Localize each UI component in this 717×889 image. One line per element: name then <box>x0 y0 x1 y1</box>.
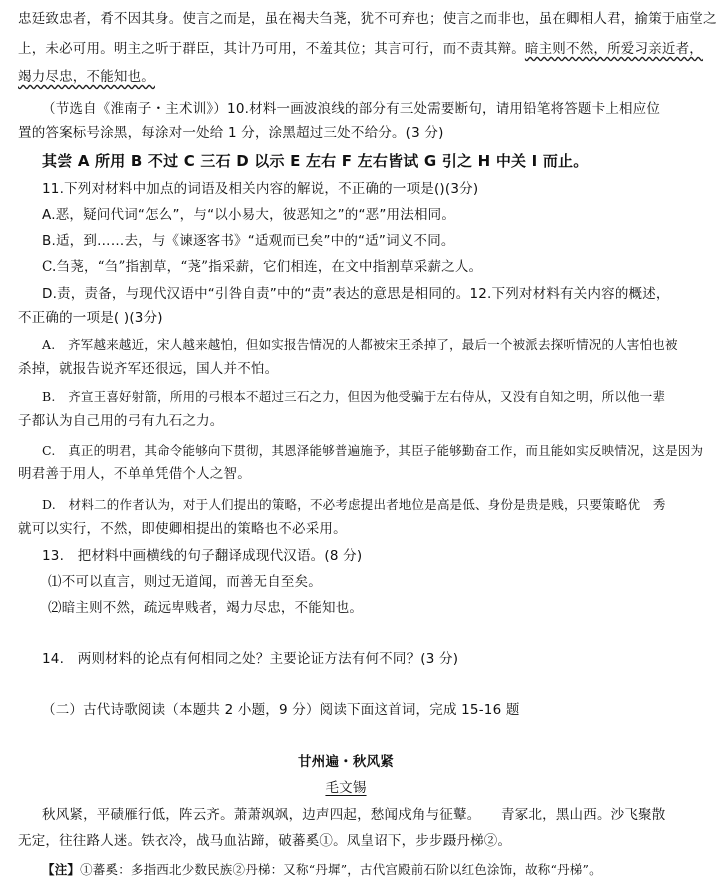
q12-option-d-line-2: 就可以实行，不然，即使卿相提出的策略也不必采用。 <box>18 521 347 537</box>
poem-author <box>0 777 692 799</box>
wavy-underlined-text-end: 竭力尽忠，不能知也。 <box>18 69 155 85</box>
q12-option-b-line-1: B. 齐宣王喜好射箭，所用的弓根本不超过三石之力，但因为他受骗于左右侍从，又没有自知之明，所以他一辈 <box>42 389 666 404</box>
passage-line-3 <box>18 66 678 88</box>
q12-option-d-line-1: D. 材料二的作者认为，对于人们提出的策略，不必考虑提出者地位是高是低、身份是贵是贱，只要策略优 秀 <box>42 497 666 512</box>
poem-line-1: 秋风紧，平碛雁行低，阵云齐。萧萧飒飒，边声四起，愁闻戍角与征鼙。 青冢北，黑山西。沙飞聚散 <box>42 807 666 823</box>
q11-option-d-line-1: D.责，责备，与现代汉语中“引咎自责”中的“责”表达的意思是相同的。12.下列对材料有关内容的概述， <box>42 286 670 302</box>
q11-option-c: C.刍荛，“刍”指割草，“荛”指采薪，它们相连，在文中指割草采薪之人。 <box>42 259 483 275</box>
note-label: 【注】 <box>42 862 81 877</box>
poem-title: 甘州遍・秋风紧 <box>298 754 394 770</box>
poem-note <box>42 859 678 881</box>
q12-option-c-line-1: C. 真正的明君，其命令能够向下贯彻，其恩泽能够普遍施予，其臣子能够勤奋工作，而且能如实反映情况，这是因为 <box>42 443 704 458</box>
note-text: ①蕃奚：多指西北少数民族②丹梯：又称“丹墀”，古代宫殿前石阶以红色涂饰，故称“丹梯”。 <box>80 862 602 877</box>
poem-author-name: 毛文锡 <box>325 780 367 796</box>
passage-line-1: 忠廷致忠者，肴不因其身。使言之而是，虽在褐夫刍荛，犹不可弃也；使言之而非也，虽在卿相人君，揄策于庙堂之 <box>18 11 717 27</box>
q13-sentence-1: ⑴不可以直言，则过无道闻，而善无自至矣。 <box>48 574 322 590</box>
wavy-underlined-text: 暗主则不然，所爱习亲近者， <box>524 41 704 57</box>
q10-options: 其尝 A 所用 B 不过 C 三石 D 以示 E 左右 F 左右皆试 G 引之 H 中关 I 而止。 <box>42 152 589 170</box>
poem-line-2: 无定，往往路人迷。铁衣冷，战马血沾蹄，破蕃奚①。凤皇诏下，步步蹑丹梯②。 <box>18 833 512 849</box>
q11-option-a: A.恶，疑问代词“怎么”，与“以小易大，彼恶知之”的“恶”用法相同。 <box>42 207 456 223</box>
q12-option-c-line-2: 明君善于用人，不单单凭借个人之智。 <box>18 466 251 482</box>
passage-line-2-plain: 上，未必可用。明主之听于群臣，其计乃可用，不羞其位；其言可行，而不责其辩。 <box>18 41 525 57</box>
q13-sentence-2: ⑵暗主则不然，疏远卑贱者，竭力尽忠，不能知也。 <box>48 600 364 616</box>
q13-stem: 13. 把材料中画横线的句子翻译成现代汉语。(8 分) <box>42 548 363 564</box>
passage-line-2 <box>18 38 704 60</box>
section2-heading: （二）古代诗歌阅读（本题共 2 小题，9 分）阅读下面这首词，完成 15-16 题 <box>42 702 520 718</box>
q11-option-b: B.适，到……去，与《谏逐客书》“适观而已矣”中的“适”词义不同。 <box>42 233 455 249</box>
q12-option-a-line-1: A. 齐军越来越近，宋人越来越怕，但如实报告情况的人都被宋王杀掉了，最后一个被派去探听情况的人害怕也被 <box>42 337 678 352</box>
q10-line-1: （节选自《淮南子・主术训》）10.材料一画波浪线的部分有三处需要断句，请用铅笔将答题卡上相应位 <box>42 101 661 117</box>
q11-option-d-line-2: 不正确的一项是( )(3分) <box>18 310 163 326</box>
q10-line-2: 置的答案标号涂黑，每涂对一处给 1 分，涂黑超过三处不给分。(3 分) <box>18 125 444 141</box>
q11-stem: 11.下列对材料中加点的词语及相关内容的解说，不正确的一项是()(3分) <box>42 181 479 197</box>
q12-option-b-line-2: 子都认为自己用的弓有九石之力。 <box>18 413 224 429</box>
q12-option-a-line-2: 杀掉，就报告说齐军还很远，国人并不怕。 <box>18 361 279 377</box>
q14: 14. 两则材料的论点有何相同之处？主要论证方法有何不同？(3 分) <box>42 651 459 667</box>
